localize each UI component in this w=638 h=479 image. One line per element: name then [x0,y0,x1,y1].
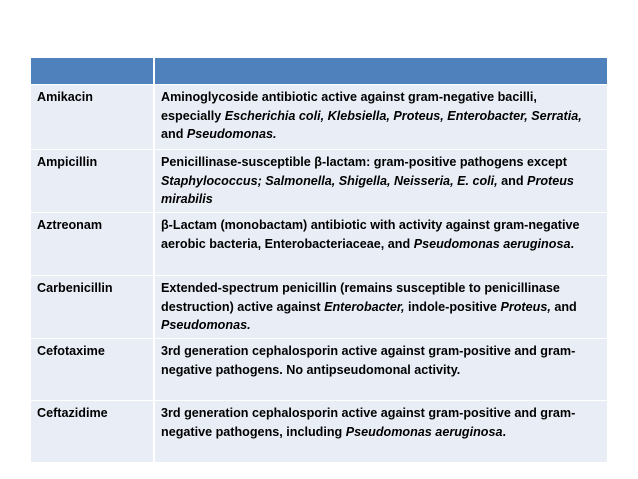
description-text: Penicillinase-susceptible β-lactam: gram-positive pathogens except [161,155,567,169]
drug-name-cell: Ceftazidime [31,401,154,463]
drug-name-cell: Ampicillin [31,150,154,213]
drug-description-cell [154,85,607,150]
description-text: . [570,236,574,251]
description-italic-text: Proteus, [500,299,551,314]
description-italic-text: Pseudomonas aeruginosa [413,236,571,251]
antibiotic-table [31,58,607,462]
description-text: Extended-spectrum penicillin (remains susceptible to penicillinase destruction) active against [161,281,560,314]
table-row [31,85,607,150]
table-row [31,339,607,401]
description-text: 3rd generation cephalosporin active against gram-positive and gram-negative pathogens. No antipseudomonal activity. [161,344,576,377]
drug-description-cell [154,276,607,339]
description-text: and [550,299,577,314]
drug-description-cell [154,150,607,213]
drug-name-cell: Amikacin [31,85,154,150]
description-italic-text: Pseudomonas. [186,127,277,141]
drug-name-cell: Cefotaxime [31,339,154,401]
description-italic-text: Pseudomonas. [161,318,251,332]
description-italic-text: Enterobacter, [324,299,405,314]
description-text: 3rd generation cephalosporin active against gram-positive and gram-negative pathogens, including [161,406,576,439]
description-italic-text: Pseudomonas aeruginosa [345,424,503,439]
description-text: Aminoglycoside antibiotic active against gram-negative bacilli, especially [161,90,537,123]
drug-name-cell: Aztreonam [31,213,154,276]
description-italic-text: Staphylococcus; Salmonella, Shigella, Neisseria, E. coli, [161,173,498,188]
description-text: indole-positive [404,299,501,314]
header-cell-drug [31,58,154,85]
description-text: β-Lactam (monobactam) antibiotic with activity against gram-negative aerobic bacteria, Enterobacteriaceae, and [161,218,580,251]
description-text: and [161,127,187,141]
table-row [31,401,607,463]
drug-description-cell [154,213,607,276]
table-header-row [31,58,607,85]
drug-description-cell [154,401,607,463]
description-text: . [502,424,506,439]
header-cell-description [154,58,607,85]
drug-description-cell [154,339,607,401]
description-italic-text: Proteus mirabilis [161,173,574,206]
table-row [31,213,607,276]
description-italic-text: Escherichia coli, Klebsiella, Proteus, Enterobacter, Serratia, [224,108,582,123]
table-row [31,150,607,213]
drug-name-cell: Carbenicillin [31,276,154,339]
description-text: and [497,173,528,188]
table-row [31,276,607,339]
